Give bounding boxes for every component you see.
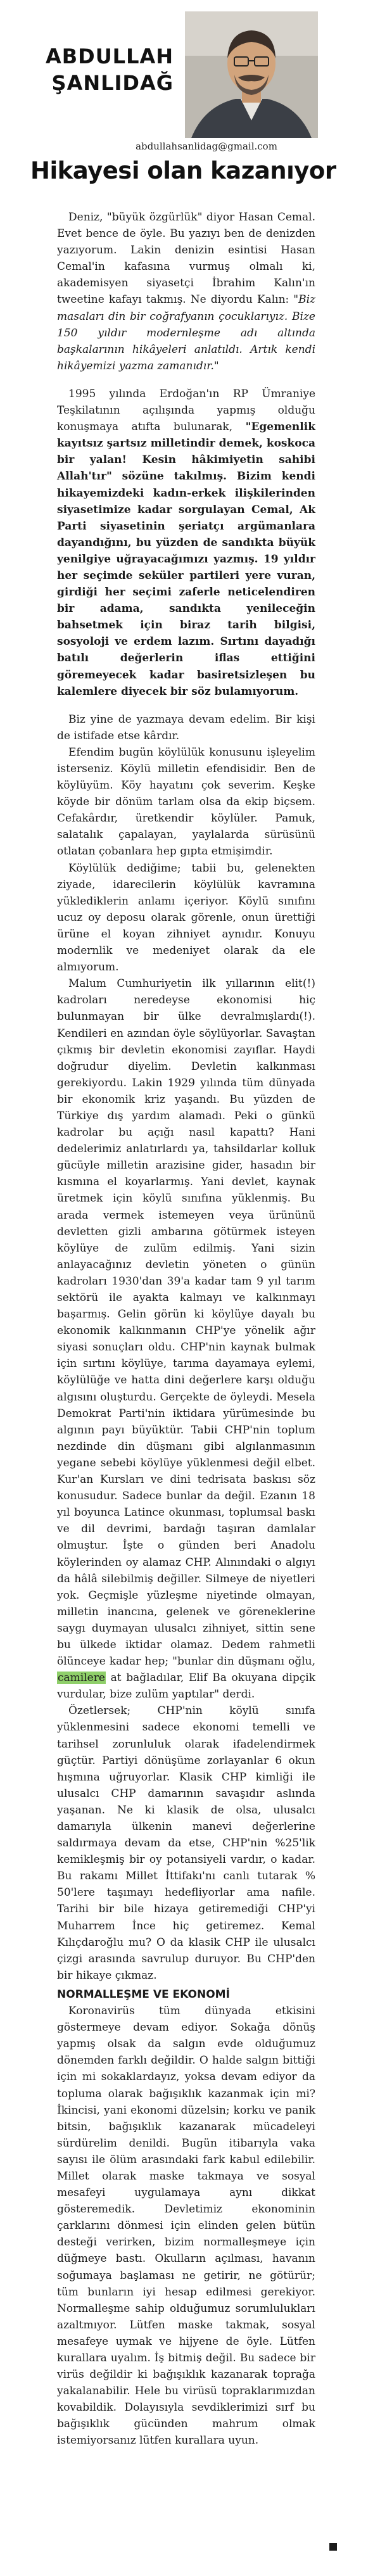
paragraph-8: Koronavirüs tüm dünyada etkisini göstermeye devam ediyor. Sokağa dönüş yapmış olsak da salgın evde olduğumuz dönemden farklı değildir. O halde salgın bittiği için mi sokaklardayız, yoksa devam ediyor da topluma olarak bağışıklık kazanmak için mi? İkincisi, yani ekonomi düzelsin; korku ve panik bitsin, bağışıklık kazanarak mücadeleyi sürdürelim denildi. Bugün itibarıyla vaka sayısı ile ölüm arasındaki fark kabul edilebilir. Millet olarak maske takmaya ve sosyal mesafeyi uygulamaya aynı dikkat gösteremedik. Devletimiz ekonominin çarklarını dönmesi için elinden gelen bütün desteği verirken, bizim normalleşmeye için düğmeye bastı. Okulların açılması, havanın soğumaya başlaması ne getirir, ne götürür; tüm bunların iyi hesap edilmesi gerekiyor. Normalleşme sahip olduğumuz sorumlulukları azaltmıyor. Lütfen maske takmak, sosyal mesafeye uymak ve hijyene de öyle. Lütfen kurallara uyalım. İş bitmiş değil. Bu sadece bir virüs değildir ki bağışıklık kazanarak toprağa yakalanabilir. Hele bu virüsü topraklarımızdan kovabildik. Dolayısıyla sevdiklerimizi sırf bu bağışıklık gücünden mahrum olmak istemiyorsanız lütfen kurallara uyun. [57, 2005, 315, 2447]
author-portrait-image [185, 11, 318, 138]
paragraph-1-text: Deniz, "büyük özgürlük" diyor Hasan Cemal. Evet bence de öyle. Bu yazıyı ben de denizden yazıyorum. Lakin denizin esintisi Hasan Cemal'in kafasına vurmuş olmalı ki, akademisyen siyasetçi İbrahim Kalın'ın tweetine kafayı takmış. Ne diyordu Kalın: [57, 211, 315, 307]
paragraph-5: Köylülük dediğime; tabii bu, gelenekten ziyade, idarecilerin köylülük kavramına yüklediklerin anlamı içeriyor. Köylü sınıfını ucuz oy deposu olarak görenle, onun ürettiği ürüne el koyan zihniyet aynıdır. Konuyu modernlik ve medeniyet olarak da ele almıyorum. [57, 861, 315, 974]
author-last-name: ŞANLIDAĞ [51, 71, 174, 95]
kalin-quote: "Biz masaları din bir coğrafyanın çocuklarıyız. Bize 150 yıldır modernleşme adı altında başkalarının hikâyeleri anlatıldı. Artık kendi hikâyemizi yazma zamanıdır." [57, 293, 315, 372]
paragraph-2-intro: 1995 yılında Erdoğan'ın RP Ümraniye Teşkilatının açılışında yapmış olduğu konuşmaya atıfta bulunarak, [57, 387, 315, 434]
author-photo [185, 11, 318, 138]
paragraph-7: Özetlersek; CHP'nin köylü sınıfa yüklenmesini sadece ekonomi temelli ve tarihsel zorunluluk olarak ifadelendirmek güçtür. Partiyi dönüşüme zorlayanlar 6 okun hışmına uğruyorlar. Klasik CHP kimliği ile ulusalcı CHP damarının savaşıdır aslında yaşanan. Ne ki klasik de olsa, ulusalcı damarıyla ülkenin manevi değerlerine saldırmaya devam da etse, CHP'nin %25'lik kemikleşmiş bir oy potansiyeli vardır, o kadar. Bu rakamı Millet İttifakı'nı canlı tutarak % 50'lere taşımayı hedefliyorlar ama nafile. Tarihi bir bile hizaya getiremediği CHP'yi Muharrem İnce hiç getiremez. Kemal Kılıçdaroğlu mu? O da klasik CHP ile ulusalcı çizgi arasında savrulup duruyor. Bu CHP'den bir hikaye çıkmaz. [57, 1704, 315, 1982]
article-end-mark [329, 2543, 337, 2551]
article-body [57, 209, 315, 2449]
article-title: Hikayesi olan kazanıyor [30, 157, 336, 184]
paragraph-2 [57, 386, 315, 700]
section-subheading: NORMALLEŞME VE EKONOMİ [57, 1988, 230, 2001]
author-email: abdullahsanlidag@gmail.com [136, 141, 277, 152]
column-header [0, 0, 380, 184]
paragraph-4: Efendim bugün köylülük konusunu işleyelim isterseniz. Köylü milletin efendisidir. Ben de köylüyüm. Köy hayatını çok severim. Keşke köyde bir dönüm tarlam olsa da ekip biçsem. Cefakârdır, üretkendir köylüler. Pamuk, salatalık çapalayan, yaylalarda sürüsünü otlatan çobanlara hep gıpta etmişimdir. [57, 746, 315, 858]
highlighted-word: camilere [58, 1672, 105, 1685]
paragraph-6 [57, 975, 315, 1703]
author-first-name: ABDULLAH [45, 44, 174, 68]
paragraph-2-bold: "Egemenlik kayıtsız şartsız milletindir demek, koskoca bir yalan! Kesin hâkimiyetin sahibi Allah'tır" sözüne takılmış. Bizim kendi hikayemizdeki kadın-erkek ilişkilerinden siyasetimize kadar sorgulayan Cemal, Ak Parti siyasetinin şeriatçı argümanlara dayandığını, bu yüzden de sandıkta büyük yenilgiye uğrayacağımızı yazmış. 19 yıldır her seçimde seküler partileri yere vuran, girdiği her seçimi zaferle neticelendiren bir adama, sandıkta yenileceğin bahsetmek için biraz tarih bilgisi, sosyoloji ve erdem lazım. Sırtını dayadığı batılı değerlerin iflas ettiğini göremeyecek kadar basiretsizleşen bu kalemlere diyecek bir söz bulamıyorum. [57, 421, 315, 698]
paragraph-1 [57, 209, 315, 374]
paragraph-3: Biz yine de yazmaya devam edelim. Bir kişi de istifade etse kârdır. [57, 713, 315, 742]
paragraph-6-text: Malum Cumhuriyetin ilk yıllarının elit(!) kadroları neredeyse ekonomisi hiç bulunmayan bir ülke devralmışlardı(!). Kendileri en azından öyle söylüyorlar. Savaştan çıkmış bir devletin ekonomisi zayıflar. Haydi doğrudur diyelim. Devletin kalkınması gerekiyordu. Lakin 1929 yılında tüm dünyada bir ekonomik kriz yaşandı. Bu yüzden de Türkiye dış yardım alamadı. Peki o günkü kadrolar bu açığı nasıl kapattı? Hani dedelerimiz anlatırlardı ya, tahsildarlar kolluk gücüyle milletin arazisine gider, hasadın bir kısmına el koyarlarmış. Yani devlet, kaynak üretmek için köylü sınıfına yüklenmiş. Bu arada vermek istemeyen veya ürününü devletten gizli ambarına götürmek isteyen köylüye de zulüm edilmiş. Yani sizin anlayacağınız devletin yöneten o günün kadroları 1930'dan 39'a kadar tam 9 yıl tarım sektörü ile ayakta kalmayı ve kalkınmayı başarmış. Gelin görün ki köylüye dayalı bu ekonomik kalkınmanın CHP'ye yönelik ağır siyasi sonuçları oldu. CHP'nin kaynak bulmak için sırtını köylüye, tarıma dayamaya eylemi, köylülüğe ve hatta dini değerlere karşı olduğu algısını oluşturdu. Gerçekte de öyleydi. Mesela Demokrat Parti'nin iktidara yürümesinde bu algının payı büyüktür. Tabii CHP'nin toplum nezdinde din düşmanı gibi algılanmasının yegane sebebi köylüye yüklenmesi değil elbet. Kur'an Kursları ve dini tedrisata baskısı söz konusudur. Sadece bunlar da değil. Ezanın 18 yıl boyunca Latince okunması, toplumsal baskı ve dil devrimi, bardağı taşıran damlalar olmuştur. İşte o günden beri Anadolu köylerinden oy alamaz CHP. Alınındaki o algıyı da hâlâ silebilmiş değiller. Silmeye de niyetleri yok. Geçmişle yüzleşme niyetinde olmayan, milletin inancına, gelenek ve göreneklerine saygı duymayan ulusalcı zihniyet, sittin sene bu ülkede iktidar olamaz. Dedem rahmetli ölünceye kadar hep; "bunlar din düşmanı oğlu, [57, 977, 315, 1668]
paragraph-6-end: at bağladılar, Elif Ba okuyana dipçik vurdular, bize zulüm yaptılar" derdi. [57, 1672, 315, 1701]
